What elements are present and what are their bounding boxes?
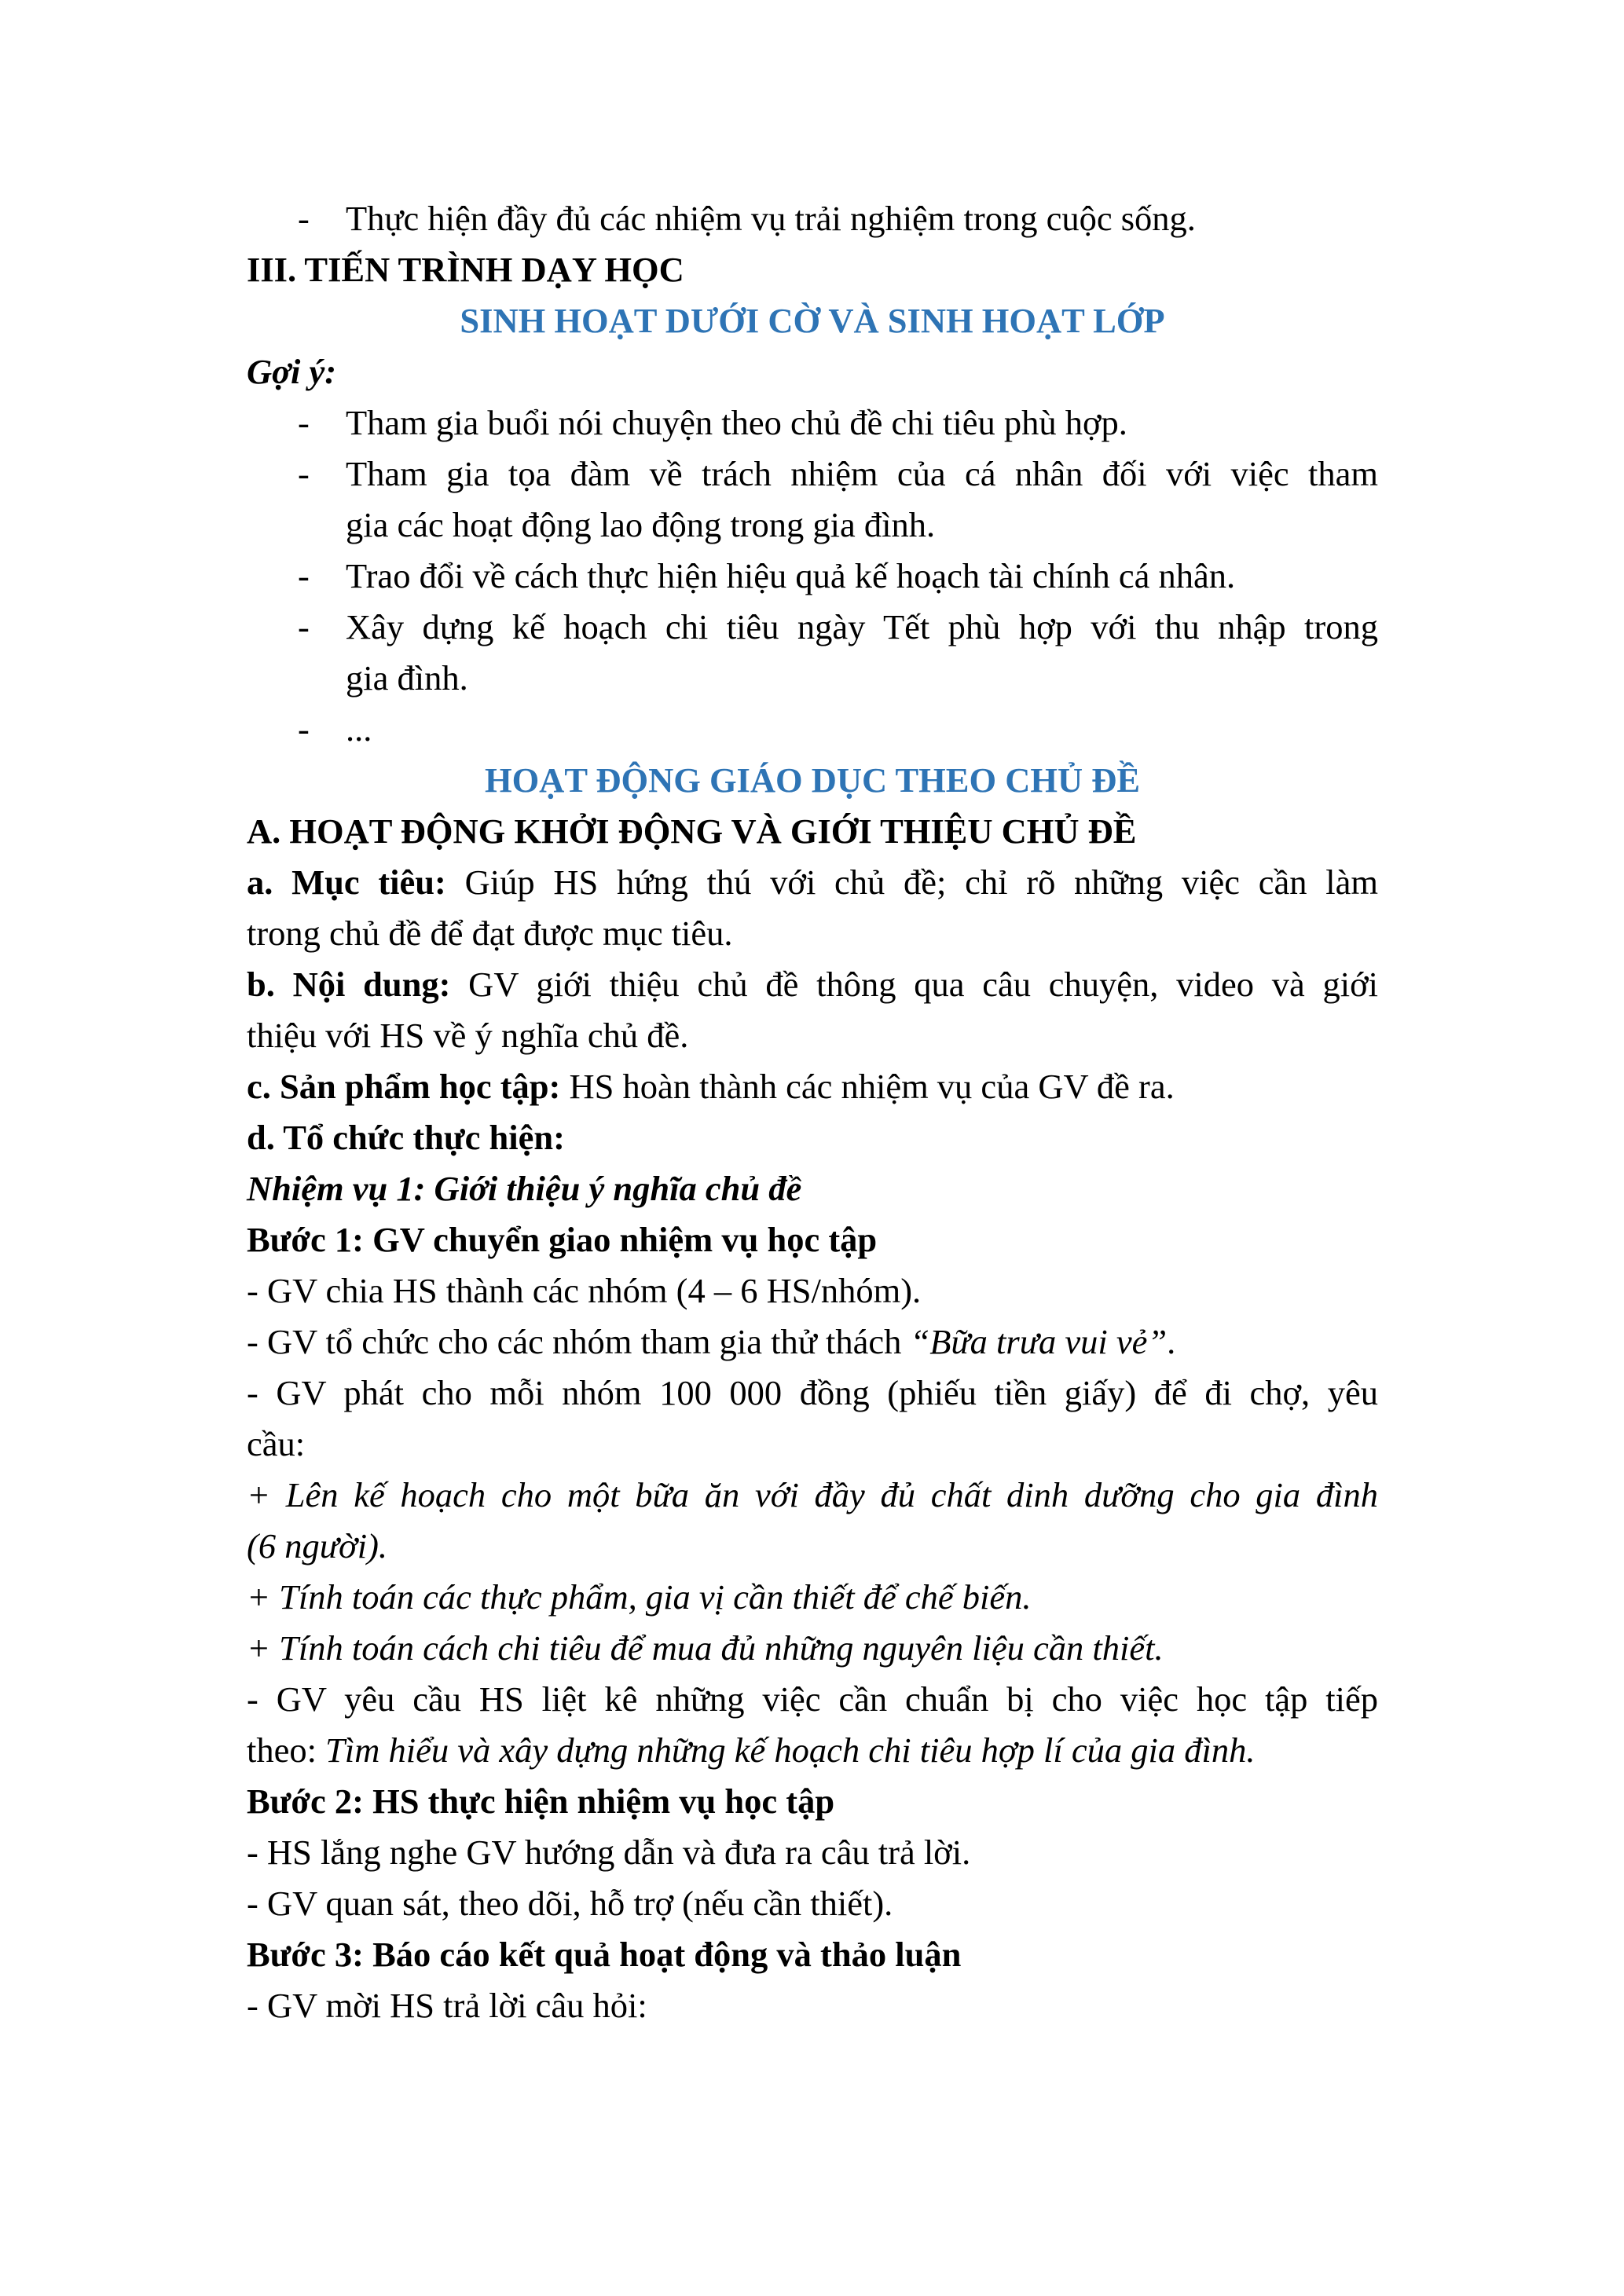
bullet-dash: -: [298, 607, 310, 646]
step1-italic-3: + Tính toán cách chi tiêu để mua đủ những nguyên liệu cần thiết.: [247, 1628, 1164, 1668]
goi-y-item-5: ...: [346, 709, 372, 749]
noi-dung-line-2: thiệu với HS về ý nghĩa chủ đề.: [247, 1016, 689, 1055]
step1-line-4b-italic: Tìm hiểu và xây dựng những kế hoạch chi tiêu hợp lí của gia đình.: [325, 1730, 1256, 1770]
to-chuc-heading: d. Tổ chức thực hiện:: [247, 1118, 565, 1157]
buoc-3-heading: Bước 3: Báo cáo kết quả hoạt động và thảo luận: [247, 1935, 962, 1974]
bullet-dash: -: [298, 454, 310, 493]
noi-dung-text: GV giới thiệu chủ đề thông qua câu chuyện, video và giới: [450, 965, 1378, 1004]
step1-line-1: - GV chia HS thành các nhóm (4 – 6 HS/nhóm).: [247, 1271, 922, 1310]
step1-italic-1: + Lên kế hoạch cho một bữa ăn với đầy đủ chất dinh dưỡng cho gia đình: [247, 1475, 1378, 1514]
step1-line-3: - GV phát cho mỗi nhóm 100 000 đồng (phiếu tiền giấy) để đi chợ, yêu: [247, 1373, 1378, 1412]
step1-line-2: [247, 1321, 1378, 1362]
muc-tieu-label: a. Mục tiêu:: [247, 862, 446, 902]
muc-tieu-line-1: [247, 862, 1378, 903]
san-pham-label: c. Sản phẩm học tập:: [247, 1067, 561, 1106]
step1-line-4: - GV yêu cầu HS liệt kê những việc cần chuẩn bị cho việc học tập tiếp: [247, 1679, 1378, 1719]
step1-line-4b: [247, 1730, 1378, 1771]
goi-y-item-4-line-1: Xây dựng kế hoạch chi tiêu ngày Tết phù hợp với thu nhập trong: [346, 607, 1378, 646]
bullet-dash: -: [298, 199, 310, 238]
noi-dung-line-1: [247, 964, 1378, 1005]
goi-y-label: Gợi ý:: [247, 352, 337, 391]
bullet-dash: -: [298, 556, 310, 595]
bullet-dash: -: [298, 403, 310, 442]
step1-line-2-text: - GV tổ chức cho các nhóm tham gia thử thách: [247, 1322, 911, 1361]
step1-line-3b: cầu:: [247, 1424, 306, 1463]
goi-y-item-4-line-2: gia đình.: [346, 658, 468, 698]
noi-dung-label: b. Nội dung:: [247, 965, 451, 1004]
subheading-sinh-hoat: SINH HOẠT DƯỚI CỜ VÀ SINH HOẠT LỚP: [460, 301, 1165, 340]
goi-y-item-3: Trao đổi về cách thực hiện hiệu quả kế hoạch tài chính cá nhân.: [346, 556, 1236, 595]
san-pham-line: [247, 1066, 1378, 1107]
step2-line-2: - GV quan sát, theo dõi, hỗ trợ (nếu cần thiết).: [247, 1884, 893, 1923]
step3-line-1: - GV mời HS trả lời câu hỏi:: [247, 1986, 647, 2025]
goi-y-item-2-line-2: gia các hoạt động lao động trong gia đình.: [346, 505, 936, 544]
step2-line-1: - HS lắng nghe GV hướng dẫn và đưa ra câu trả lời.: [247, 1833, 971, 1872]
step1-line-4b-text: theo:: [247, 1730, 326, 1770]
muc-tieu-text: Giúp HS hứng thú với chủ đề; chỉ rõ những việc cần làm: [445, 862, 1378, 902]
buoc-1-heading: Bước 1: GV chuyển giao nhiệm vụ học tập: [247, 1220, 878, 1259]
subheading-hoat-dong: HOẠT ĐỘNG GIÁO DỤC THEO CHỦ ĐỀ: [484, 760, 1141, 800]
bullet-dash: -: [298, 709, 310, 749]
step1-italic-2: + Tính toán các thực phẩm, gia vị cần thiết để chế biến.: [247, 1577, 1032, 1617]
section-heading: III. TIẾN TRÌNH DẠY HỌC: [247, 250, 684, 289]
step1-line-2-quote: “Bữa trưa vui vẻ”: [910, 1322, 1168, 1361]
step1-line-2-end: .: [1167, 1322, 1176, 1361]
san-pham-text: HS hoàn thành các nhiệm vụ của GV đề ra.: [560, 1067, 1175, 1106]
part-a-heading: A. HOẠT ĐỘNG KHỞI ĐỘNG VÀ GIỚI THIỆU CHỦ ĐỀ: [247, 811, 1137, 851]
buoc-2-heading: Bước 2: HS thực hiện nhiệm vụ học tập: [247, 1782, 835, 1821]
step1-italic-1b: (6 người).: [247, 1526, 388, 1565]
intro-bullet-text: Thực hiện đầy đủ các nhiệm vụ trải nghiệm trong cuộc sống.: [346, 199, 1196, 238]
goi-y-item-1: Tham gia buổi nói chuyện theo chủ đề chi tiêu phù hợp.: [346, 403, 1127, 442]
goi-y-item-2-line-1: Tham gia tọa đàm về trách nhiệm của cá nhân đối với việc tham: [346, 454, 1378, 493]
nhiem-vu-1-heading: Nhiệm vụ 1: Giới thiệu ý nghĩa chủ đề: [247, 1169, 802, 1208]
muc-tieu-line-2: trong chủ đề để đạt được mục tiêu.: [247, 914, 733, 953]
